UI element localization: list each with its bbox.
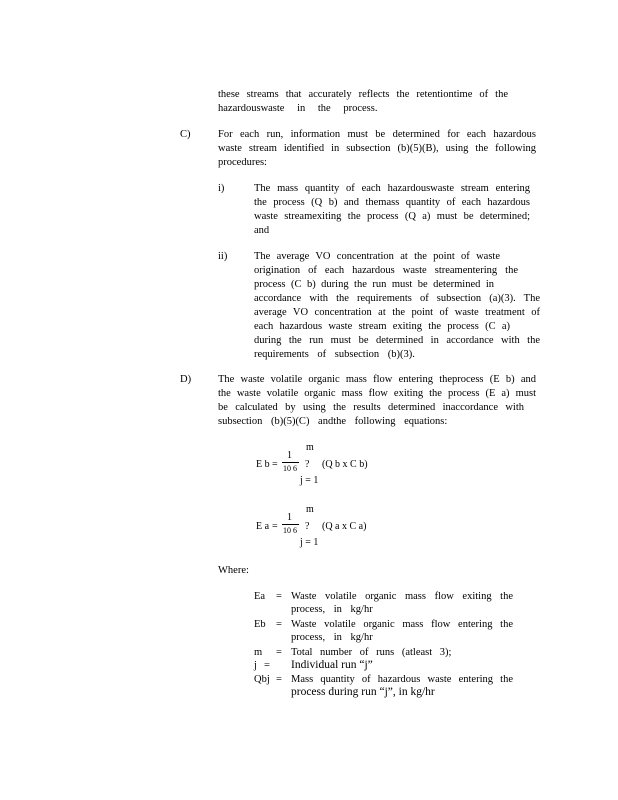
text-line: procedures: bbox=[218, 157, 267, 168]
section-d-label: D) bbox=[180, 374, 192, 385]
item-i-paragraph bbox=[254, 182, 530, 238]
equation-lhs: E a bbox=[256, 521, 270, 532]
definition-term: Ea bbox=[254, 591, 266, 602]
definition-equals: = bbox=[276, 591, 282, 602]
sum-lower-limit: j = 1 bbox=[300, 537, 319, 548]
fraction-bar bbox=[282, 462, 299, 463]
text-line: Individual run “j” bbox=[291, 659, 373, 671]
text-line: during the run must be determined in accordance with the bbox=[254, 335, 540, 346]
text-line: Mass quantity of hazardous waste entering the bbox=[291, 674, 513, 685]
summation-symbol: ? bbox=[305, 521, 310, 532]
definition-desc bbox=[291, 673, 513, 699]
definition-term: Qbj bbox=[254, 674, 270, 685]
sum-upper-limit: m bbox=[306, 442, 314, 453]
definition-term: m bbox=[254, 647, 263, 658]
summation-term: (Q a x C a) bbox=[322, 521, 367, 532]
fraction-denominator: 10 6 bbox=[283, 464, 297, 473]
text-line: each hazardous waste stream exiting the process (C a) bbox=[254, 321, 510, 332]
definition-equals: = bbox=[276, 619, 282, 630]
definition-equals: = bbox=[276, 674, 282, 685]
text-line: process, in kg/hr bbox=[291, 632, 373, 643]
intro-paragraph bbox=[218, 88, 508, 116]
sum-upper-limit: m bbox=[306, 504, 314, 515]
definition-m bbox=[254, 646, 516, 659]
section-c-label: C) bbox=[180, 129, 191, 140]
equals-sign: = bbox=[272, 521, 278, 532]
definition-term: j bbox=[254, 660, 257, 671]
definition-desc bbox=[291, 646, 513, 659]
text-line: process (C b) during the run must be determined in bbox=[254, 279, 494, 290]
fraction-bar bbox=[282, 524, 299, 525]
text-line: accordance with the requirements of subsection (a)(3). The bbox=[254, 293, 540, 304]
definition-ea bbox=[254, 590, 516, 616]
summation-term: (Q b x C b) bbox=[322, 459, 368, 470]
definition-qbj bbox=[254, 673, 516, 701]
equation-lhs: E b bbox=[256, 459, 270, 470]
summation-symbol: ? bbox=[305, 459, 310, 470]
definition-equals: = bbox=[276, 647, 282, 658]
equals-sign: = bbox=[272, 459, 278, 470]
definition-equals: = bbox=[264, 660, 270, 671]
fraction-denominator: 10 6 bbox=[283, 526, 297, 535]
text-line: waste streamexiting the process (Q a) must be determined; bbox=[254, 211, 530, 222]
text-line: process, in kg/hr bbox=[291, 604, 373, 615]
text-line: process during run “j”, in kg/hr bbox=[291, 686, 435, 698]
text-line: The average VO concentration at the point of waste bbox=[254, 251, 500, 262]
text-line: and bbox=[254, 225, 270, 236]
text-line: The waste volatile organic mass flow entering theprocess (E b) and bbox=[218, 374, 536, 385]
definition-eb bbox=[254, 618, 516, 644]
sum-lower-limit: j = 1 bbox=[300, 475, 319, 486]
where-label: Where: bbox=[218, 565, 249, 576]
item-ii-label: ii) bbox=[218, 251, 228, 262]
text-line: hazardouswaste in the process. bbox=[218, 103, 378, 114]
definition-desc bbox=[291, 618, 513, 644]
text-line: the process (Q b) and themass quantity of each hazardous bbox=[254, 197, 530, 208]
definition-desc bbox=[291, 659, 513, 672]
text-line: For each run, information must be determined for each hazardous bbox=[218, 129, 536, 140]
text-line: Waste volatile organic mass flow entering the bbox=[291, 619, 513, 630]
text-line: be calculated by using the results determined inaccordance with bbox=[218, 402, 524, 413]
text-line: Waste volatile organic mass flow exiting the bbox=[291, 591, 513, 602]
definition-desc bbox=[291, 590, 513, 616]
text-line: Total number of runs (atleast 3); bbox=[291, 647, 452, 658]
text-line: these streams that accurately reflects the retentiontime of the bbox=[218, 89, 508, 100]
text-line: subsection (b)(5)(C) andthe following equations: bbox=[218, 416, 448, 427]
item-ii-paragraph bbox=[254, 250, 540, 362]
text-line: average VO concentration at the point of waste treatment of bbox=[254, 307, 540, 318]
text-line: the waste volatile organic mass flow exiting the process (E a) must bbox=[218, 388, 536, 399]
definition-term: Eb bbox=[254, 619, 266, 630]
text-line: origination of each hazardous waste streamentering the bbox=[254, 265, 518, 276]
section-c-paragraph bbox=[218, 128, 536, 170]
item-i-label: i) bbox=[218, 183, 225, 194]
text-line: The mass quantity of each hazardouswaste stream entering bbox=[254, 183, 530, 194]
definition-j bbox=[254, 659, 516, 673]
text-line: requirements of subsection (b)(3). bbox=[254, 349, 415, 360]
fraction-numerator: 1 bbox=[287, 450, 292, 461]
text-line: waste stream identified in subsection (b)(5)(B), using the following bbox=[218, 143, 536, 154]
section-d-paragraph bbox=[218, 373, 536, 429]
fraction-numerator: 1 bbox=[287, 512, 292, 523]
